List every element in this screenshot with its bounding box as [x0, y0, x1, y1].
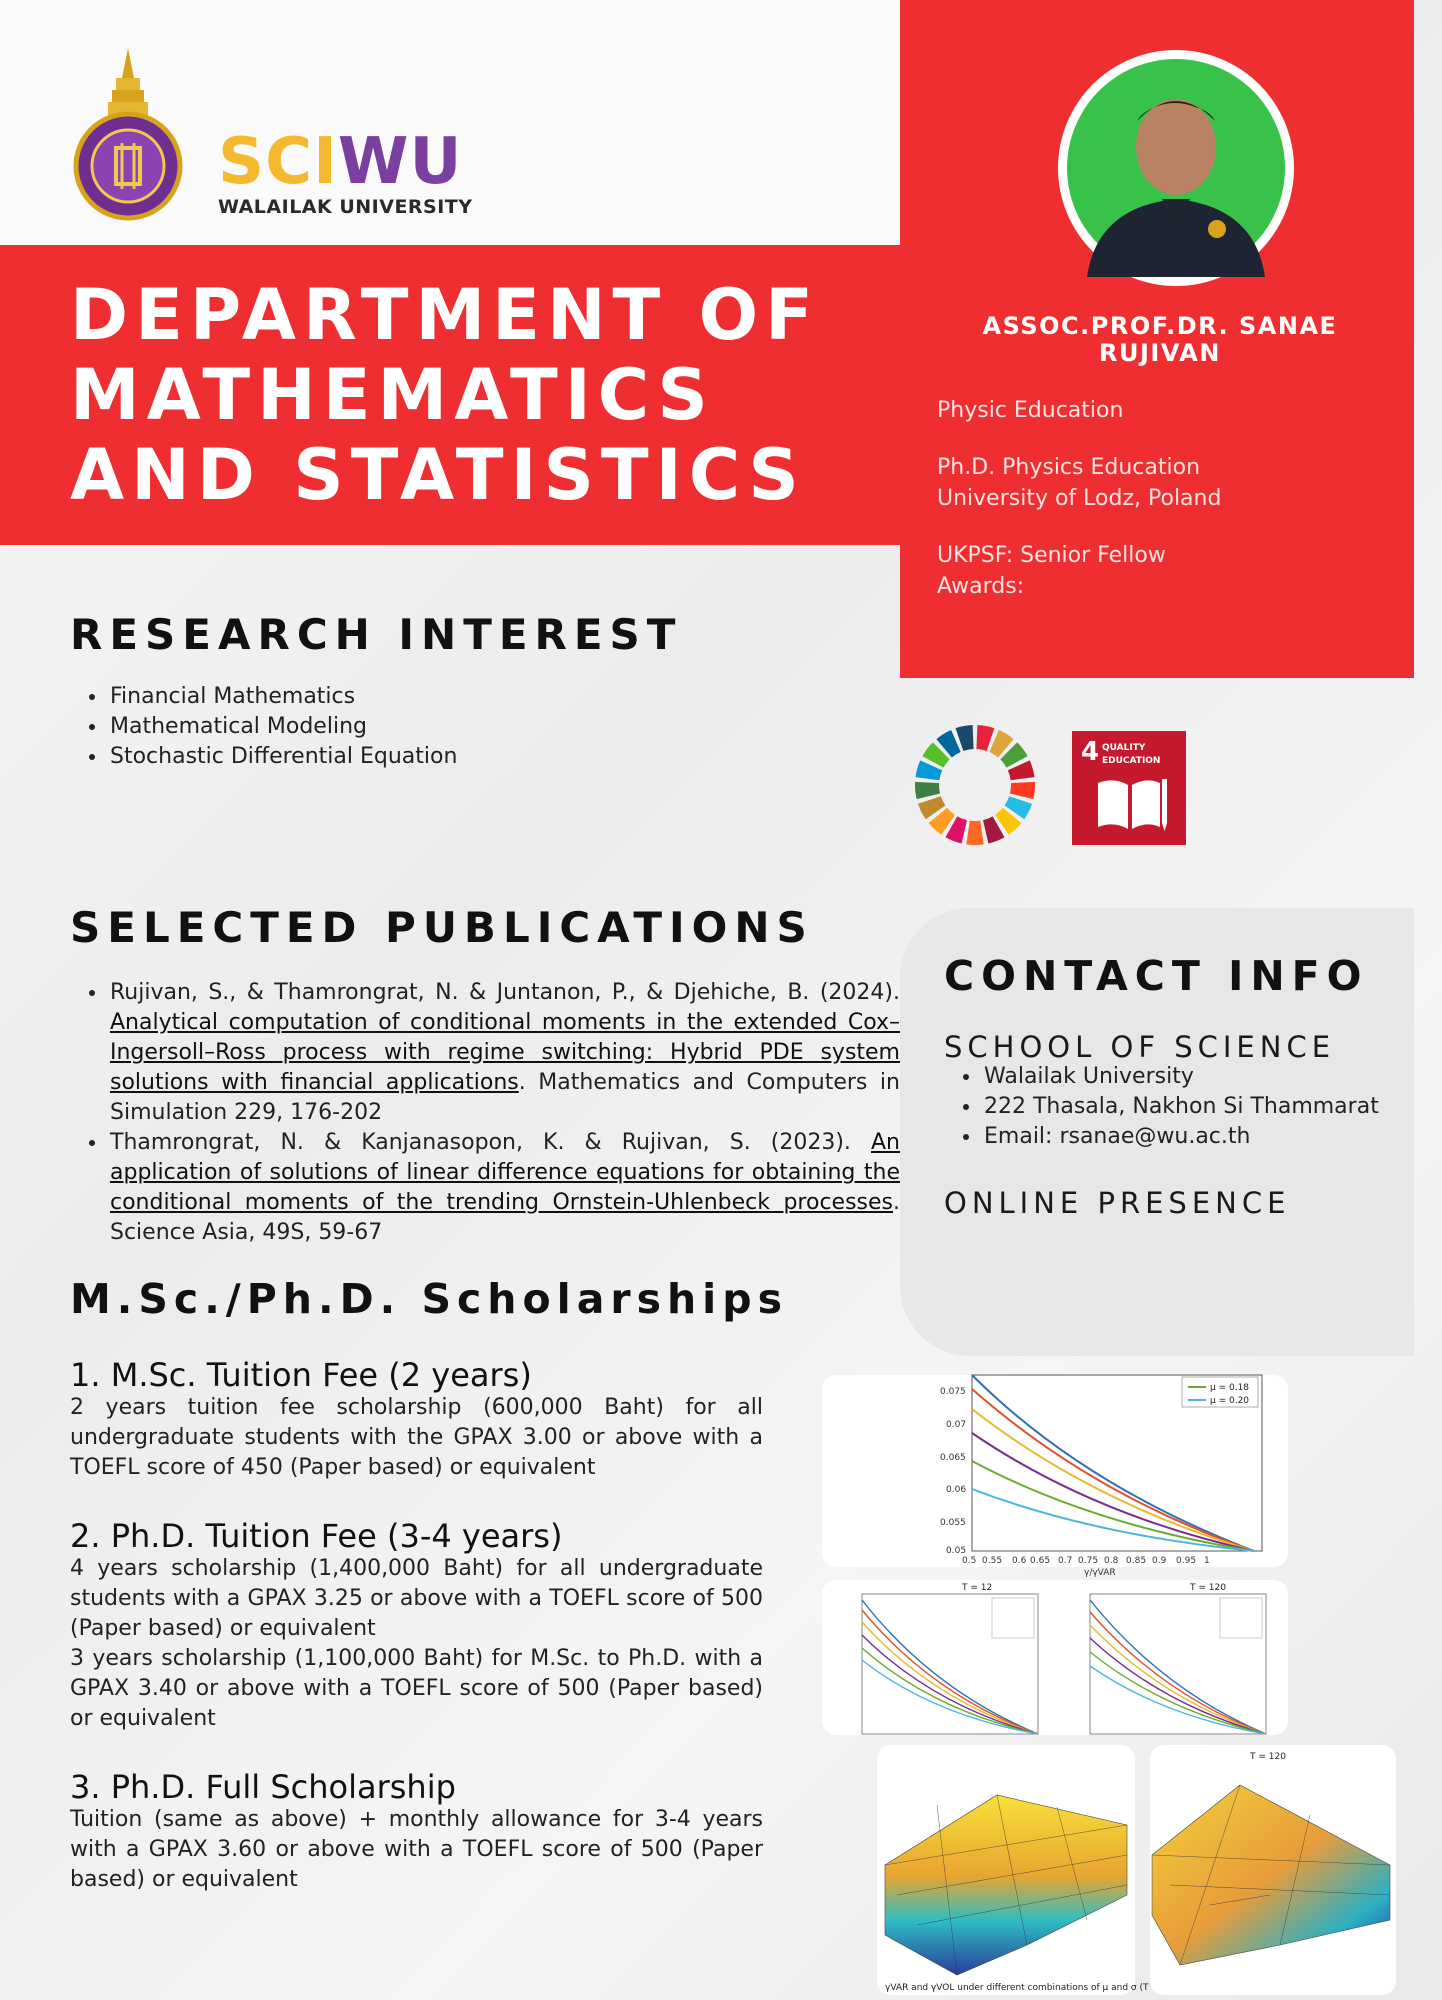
- y-tick: 0.055: [940, 1518, 966, 1528]
- two-panel-svg: [822, 1580, 1288, 1735]
- sdg4-label-line1: QUALITY: [1102, 743, 1146, 753]
- school-heading: SCHOOL OF SCIENCE: [944, 1030, 1336, 1064]
- sdg-wheel-segment: [1010, 782, 1035, 799]
- profile-ukpsf: [937, 540, 1377, 602]
- x-tick: 0.6: [1012, 1556, 1027, 1566]
- scholarship-title: 3. Ph.D. Full Scholarship: [70, 1768, 456, 1806]
- y-tick: 0.05: [946, 1546, 967, 1556]
- sdg-wheel-icon: [912, 722, 1038, 848]
- line-chart-svg: [822, 1375, 1288, 1578]
- sciwu-logo: [218, 125, 473, 218]
- contact-email[interactable]: • Email: rsanae@wu.ac.th: [982, 1122, 1442, 1152]
- profile-photo: [1067, 59, 1285, 277]
- publication-item: [108, 978, 900, 1128]
- sdg4-number: 4: [1081, 737, 1100, 767]
- profile-ukpsf-text: UKPSF: Senior Fellow: [937, 543, 1166, 568]
- x-tick: 0.75: [1078, 1556, 1099, 1566]
- department-title-line3: AND STATISTICS: [70, 434, 806, 516]
- surface-title: T = 120: [1250, 1752, 1286, 1762]
- sdg-wheel-segment: [915, 782, 940, 799]
- list-item: • Financial Mathematics: [108, 682, 708, 712]
- x-tick: 0.8: [1104, 1556, 1119, 1566]
- publication-authors: Rujivan, S., & Thamrongrat, N. & Juntanon, P., & Djehiche, B. (2024).: [110, 980, 900, 1005]
- x-tick: 0.95: [1176, 1556, 1197, 1566]
- profile-awards-text: Awards:: [937, 574, 1025, 599]
- series-line: [972, 1489, 1254, 1551]
- publication-authors: Thamrongrat, N. & Kanjanasopon, K. & Rujivan, S. (2023).: [110, 1130, 851, 1155]
- publication-venue: . Mathematics and Computers in Simulation 229, 176-202: [110, 1070, 900, 1125]
- contact-list: [944, 1062, 1442, 1152]
- scholarship-title: 2. Ph.D. Tuition Fee (3-4 years): [70, 1517, 563, 1555]
- research-heading: RESEARCH INTEREST: [70, 610, 683, 659]
- department-title-line1: DEPARTMENT OF: [70, 274, 820, 356]
- surface-plot-right: [1150, 1745, 1396, 1995]
- list-item: • Stochastic Differential Equation: [108, 742, 708, 772]
- figure-surface-right: [1150, 1745, 1396, 1995]
- scholarship-2: [70, 1518, 763, 1734]
- sdg4-label-line2: EDUCATION: [1102, 756, 1161, 766]
- x-tick: 1: [1204, 1556, 1210, 1566]
- contact-heading: CONTACT INFO: [944, 952, 1369, 1000]
- online-presence-heading: ONLINE PRESENCE: [944, 1186, 1291, 1220]
- y-tick: 0.065: [940, 1453, 966, 1463]
- scholarship-title: 1. M.Sc. Tuition Fee (2 years): [70, 1356, 532, 1394]
- profile-details: [937, 395, 1377, 628]
- profile-field: Physic Education: [937, 398, 1124, 423]
- publication-venue: . Science Asia, 49S, 59-67: [110, 1190, 900, 1245]
- figure-two-panels: [822, 1580, 1288, 1735]
- x-tick: 0.9: [1152, 1556, 1167, 1566]
- sdg4-quality-education-badge: [1072, 731, 1186, 845]
- x-tick: 0.5: [962, 1556, 977, 1566]
- y-tick: 0.06: [946, 1485, 967, 1495]
- logo-sci-text: SCI: [218, 125, 338, 199]
- x-tick: 0.7: [1058, 1556, 1073, 1566]
- y-tick: 0.075: [940, 1387, 966, 1397]
- profile-degree-line1: Ph.D. Physics Education: [937, 455, 1201, 480]
- scholarship-desc: 4 years scholarship (1,400,000 Baht) for all undergraduate students with a GPAX 3.25 or above with a TOEFL score of 500 (Paper based) or equivalent: [70, 1556, 763, 1641]
- person-silhouette-icon: [1067, 59, 1285, 277]
- department-title: [70, 275, 890, 515]
- x-tick: 0.55: [982, 1556, 1003, 1566]
- publication-title-link[interactable]: An application of solutions of linear difference equations for obtaining the conditional moments of the trending Ornstein-Uhlenbeck processes: [110, 1130, 900, 1215]
- scholarship-desc: Tuition (same as above) + monthly allowance for 3-4 years with a GPAX 3.60 or above with a TOEFL score of 500 (Paper based) or equivalent: [70, 1807, 763, 1892]
- logo-university-text: WALAILAK UNIVERSITY: [218, 196, 473, 218]
- x-axis-label: γ/γVAR: [1084, 1568, 1116, 1578]
- profile-name: ASSOC.PROF.DR. SANAE RUJIVAN: [982, 312, 1338, 367]
- panel-title: T = 12: [962, 1583, 993, 1593]
- sdg-wheel-segment: [966, 821, 983, 845]
- university-crest-icon: [72, 48, 184, 218]
- publications-heading: SELECTED PUBLICATIONS: [70, 903, 814, 952]
- sdg4-label: [1102, 742, 1160, 768]
- list-item: • 222 Thasala, Nakhon Si Thammarat: [982, 1092, 1442, 1122]
- list-item: • Mathematical Modeling: [108, 712, 708, 742]
- panel-title: T = 120: [1190, 1583, 1226, 1593]
- scholarships-heading: M.Sc./Ph.D. Scholarships: [70, 1275, 788, 1323]
- scholarship-desc: 3 years scholarship (1,100,000 Baht) for M.Sc. to Ph.D. with a GPAX 3.40 or above with a TOEFL score of 500 (Paper based) or equivalent: [70, 1646, 763, 1731]
- figure-surface-left: [877, 1745, 1149, 1995]
- book-pencil-icon: [1094, 773, 1170, 835]
- profile-degree: [937, 452, 1377, 514]
- surface-plot-left: [877, 1745, 1149, 1995]
- research-list: [70, 682, 708, 772]
- logo-wu-text: WU: [337, 125, 463, 199]
- publications-list: [70, 978, 900, 1248]
- y-tick: 0.07: [946, 1420, 967, 1430]
- x-tick: 0.85: [1126, 1556, 1147, 1566]
- avatar: [1058, 50, 1294, 286]
- scholarship-desc: 2 years tuition fee scholarship (600,000 Baht) for all undergraduate students with the GPAX 3.00 or above with a TOEFL score of 450 (Paper based) or equivalent: [70, 1395, 763, 1480]
- figure-caption: γVAR and γVOL under different combinations of μ and σ (T: [885, 1983, 1149, 1993]
- scholarship-1: [70, 1357, 763, 1483]
- department-title-line2: MATHEMATICS: [70, 354, 715, 436]
- legend-entry: μ = 0.20: [1210, 1396, 1250, 1406]
- publication-item: [108, 1128, 900, 1248]
- publication-title-link[interactable]: Analytical computation of conditional moments in the extended Cox–Ingersoll–Ross process with regime switching: Hybrid PDE system solutions with financial applications: [110, 1010, 900, 1095]
- legend-entry: μ = 0.18: [1210, 1383, 1250, 1393]
- list-item: • Walailak University: [982, 1062, 1442, 1092]
- figure-line-chart: [822, 1375, 1288, 1578]
- x-tick: 0.65: [1030, 1556, 1051, 1566]
- scholarship-3: [70, 1769, 763, 1895]
- profile-degree-line2: University of Lodz, Poland: [937, 486, 1222, 511]
